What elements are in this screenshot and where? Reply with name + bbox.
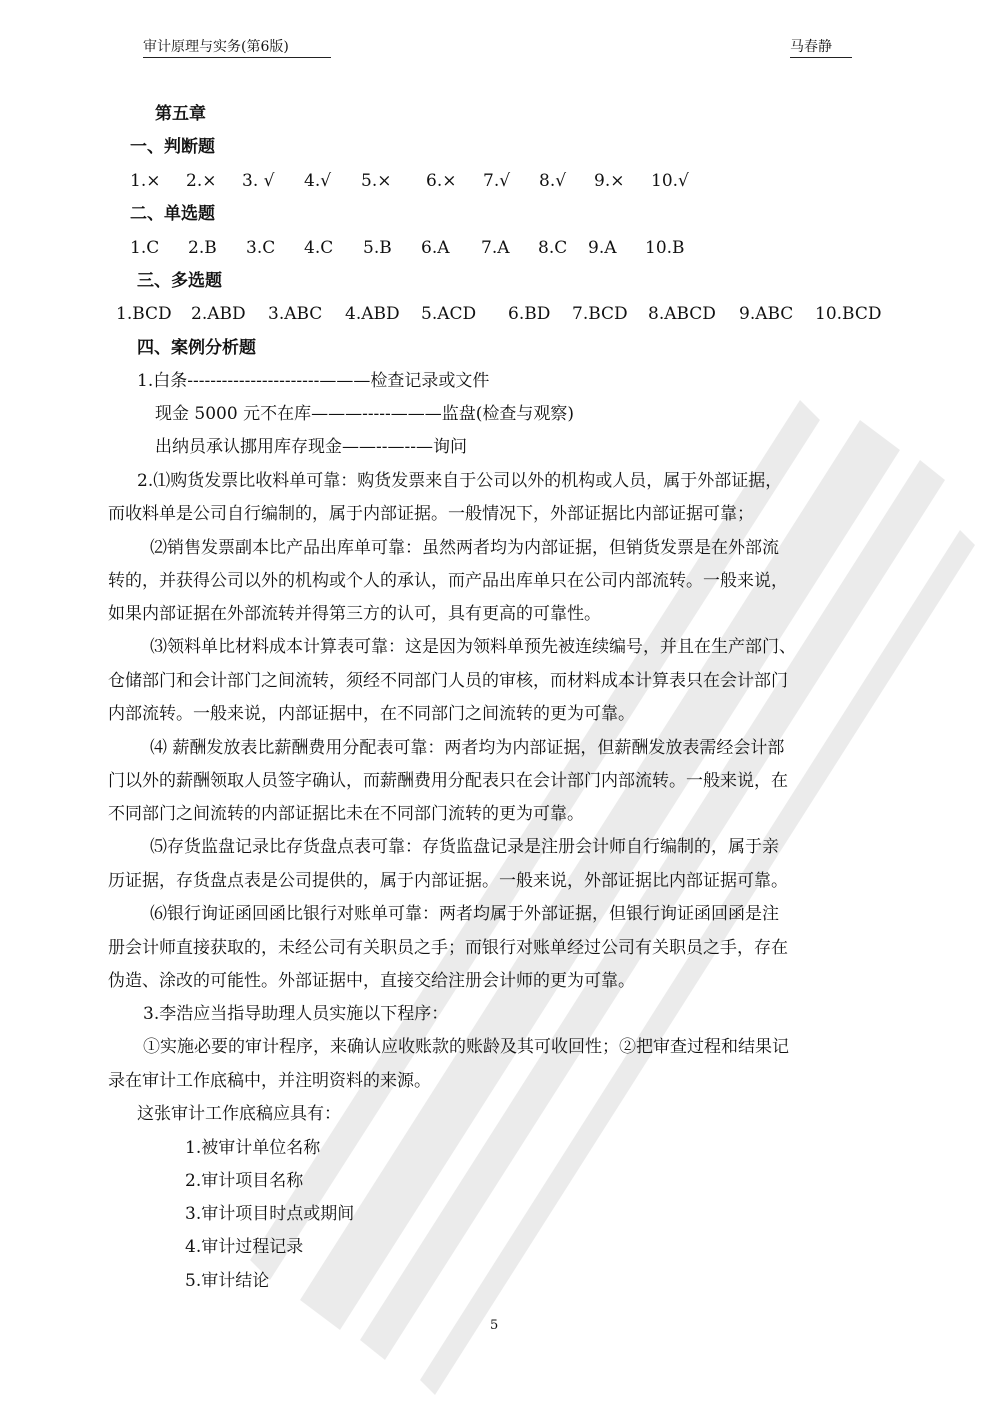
case-line: 5.审计结论: [185, 1271, 270, 1291]
answer-item: 9.A: [588, 238, 617, 258]
answer-item: 7.√: [483, 171, 511, 191]
answer-item: 6.×: [426, 171, 457, 191]
answer-item: 4.ABD: [345, 304, 400, 324]
case-line: 如果内部证据在外部流转并得第三方的认可，具有更高的可靠性。: [108, 604, 601, 624]
answer-item: 1.×: [130, 171, 161, 191]
case-line: 转的，并获得公司以外的机构或个人的承认，而产品出库单只在公司内部流转。一般来说，: [108, 571, 788, 591]
case-analysis-heading: 四、案例分析题: [137, 338, 256, 358]
multiple-choice-heading: 三、多选题: [137, 271, 222, 291]
case-line: 3.李浩应当指导助理人员实施以下程序：: [143, 1004, 449, 1024]
answer-item: 1.BCD: [116, 304, 172, 324]
answer-item: 10.B: [645, 238, 685, 258]
case-line: 伪造、涂改的可能性。外部证据中，直接交给注册会计师的更为可靠。: [108, 971, 635, 991]
case-line: 1.白条-----------------------———检查记录或文件: [137, 371, 490, 391]
case-line: 4.审计过程记录: [185, 1237, 304, 1257]
case-line: 历证据，存货盘点表是公司提供的，属于内部证据。一般来说，外部证据比内部证据可靠。: [108, 871, 788, 891]
answer-item: 6.A: [421, 238, 450, 258]
case-line: 不同部门之间流转的内部证据比未在不同部门流转的更为可靠。: [108, 804, 584, 824]
case-line: 2.审计项目名称: [185, 1171, 304, 1191]
answer-item: 3.ABC: [268, 304, 323, 324]
case-line: ⑷ 薪酬发放表比薪酬费用分配表可靠：两者均为内部证据，但薪酬发放表需经会计部: [150, 738, 785, 758]
answer-item: 5.×: [361, 171, 392, 191]
answer-item: 7.A: [481, 238, 510, 258]
answer-item: 5.B: [363, 238, 392, 258]
answer-item: 2.B: [188, 238, 217, 258]
answer-item: 10.√: [651, 171, 689, 191]
case-line: 册会计师直接获取的，未经公司有关职员之手；而银行对账单经过公司有关职员之手，存在: [108, 938, 788, 958]
answer-item: 8.ABCD: [648, 304, 716, 324]
answer-item: 2.ABD: [191, 304, 246, 324]
answer-item: 3. √: [242, 171, 275, 191]
case-line: 内部流转。一般来说，内部证据中，在不同部门之间流转的更为可靠。: [108, 704, 635, 724]
case-line: 仓储部门和会计部门之间流转，须经不同部门人员的审核，而材料成本计算表只在会计部门: [108, 671, 788, 691]
answer-item: 6.BD: [508, 304, 551, 324]
case-line: 1.被审计单位名称: [185, 1138, 321, 1158]
answer-item: 3.C: [246, 238, 276, 258]
case-line: ⑵销售发票副本比产品出库单可靠：虽然两者均为内部证据，但销货发票是在外部流: [150, 538, 779, 558]
answer-item: 7.BCD: [572, 304, 628, 324]
case-line: ⑶领料单比材料成本计算表可靠：这是因为领料单预先被连续编号，并且在生产部门、: [150, 637, 796, 657]
answer-item: 8.√: [539, 171, 567, 191]
case-line: ⑹银行询证函回函比银行对账单可靠：两者均属于外部证据，但银行询证函回函是注: [150, 904, 779, 924]
case-line: ⑸存货监盘记录比存货盘点表可靠：存货监盘记录是注册会计师自行编制的，属于亲: [150, 837, 779, 857]
answer-item: 9.×: [594, 171, 625, 191]
case-line: ①实施必要的审计程序，来确认应收账款的账龄及其可收回性；②把审查过程和结果记: [143, 1037, 789, 1057]
answer-item: 4.√: [304, 171, 332, 191]
case-line: 出纳员承认挪用库存现金——--—--—询问: [155, 437, 467, 457]
answer-item: 5.ACD: [421, 304, 477, 324]
answer-item: 8.C: [538, 238, 568, 258]
case-line: 现金 5000 元不在库———-----———监盘(检查与观察): [155, 404, 575, 424]
answer-item: 4.C: [304, 238, 334, 258]
answer-item: 1.C: [130, 238, 160, 258]
case-line: 2.⑴购货发票比收料单可靠：购货发票来自于公司以外的机构或人员，属于外部证据，: [137, 471, 783, 491]
case-line: 这张审计工作底稿应具有：: [137, 1104, 341, 1124]
author-name: 马春静: [790, 36, 852, 58]
book-title: 审计原理与实务(第6版): [143, 36, 331, 58]
answer-item: 9.ABC: [739, 304, 794, 324]
judgement-heading: 一、判断题: [130, 137, 215, 157]
chapter-title: 第五章: [155, 104, 206, 124]
single-choice-heading: 二、单选题: [130, 204, 215, 224]
answer-item: 10.BCD: [815, 304, 882, 324]
case-line: 门以外的薪酬领取人员签字确认，而薪酬费用分配表只在会计部门内部流转。一般来说，在: [108, 771, 788, 791]
case-line: 而收料单是公司自行编制的，属于内部证据。一般情况下，外部证据比内部证据可靠；: [108, 504, 754, 524]
page-number: 5: [490, 1318, 499, 1333]
case-line: 录在审计工作底稿中，并注明资料的来源。: [108, 1071, 431, 1091]
case-line: 3.审计项目时点或期间: [185, 1204, 355, 1224]
answer-item: 2.×: [186, 171, 217, 191]
